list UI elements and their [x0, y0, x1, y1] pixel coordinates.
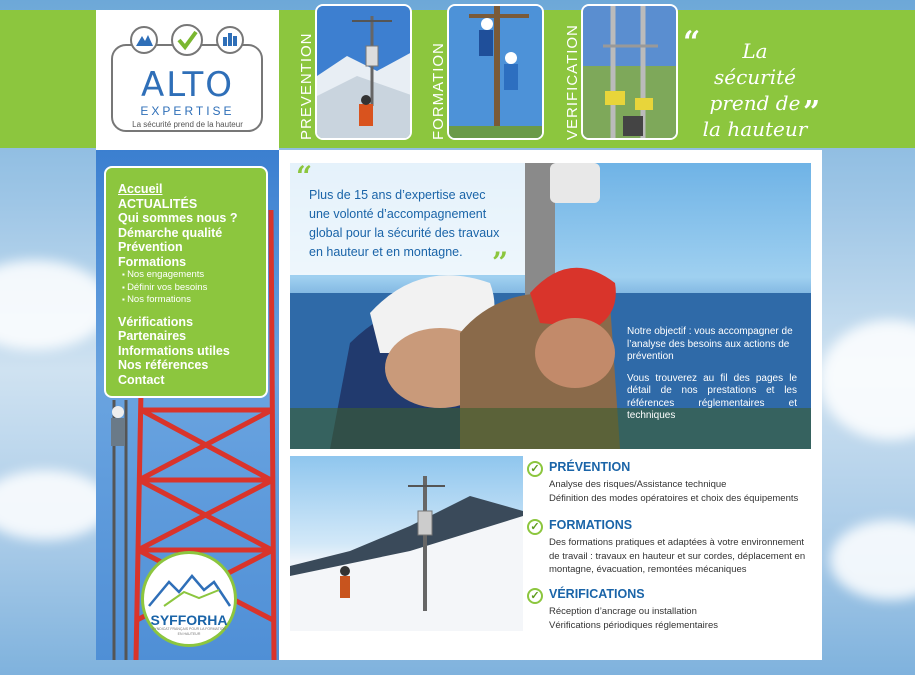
service-line: Réception d’ancrage ou installation	[549, 606, 697, 617]
hero-quote-close: ”	[492, 246, 509, 279]
service-prevention	[527, 459, 812, 505]
cloud-decoration	[820, 320, 915, 440]
objective-paragraph-2: Vous trouverez au fil des pages le détail de nos prestations et les références réglementaires et techniques	[627, 372, 797, 421]
objective-paragraph-1: Notre objectif : vous accompagner de l’analyse des besoins aux actions de prévention	[627, 326, 793, 362]
service-title[interactable]: VÉRIFICATIONS	[549, 587, 645, 601]
submenu-item-nos-formations[interactable]: ▪ Nos formations	[118, 294, 266, 307]
menu-item-accueil[interactable]: Accueil	[118, 182, 163, 196]
hero-quote-open: “	[296, 160, 313, 193]
snow-mast-photo	[290, 456, 523, 631]
cloud-decoration	[0, 470, 110, 540]
menu-item-actualites[interactable]: ACTUALITÉS	[118, 196, 198, 211]
menu-item-verifications[interactable]: Vérifications	[118, 314, 194, 329]
hero-quote-text: Plus de 15 ans d’expertise avec une volonté d’accompagnement global pour la sécurité des travaux en hauteur et en montagne.	[309, 188, 500, 259]
mountain-icon	[144, 568, 234, 608]
banner-label-prevention[interactable]: PREVENTION	[298, 32, 315, 140]
mountain-photo	[290, 456, 523, 631]
service-line: Analyse des risques/Assistance technique	[549, 479, 727, 490]
slogan: La sécurité prend de la hauteur	[702, 39, 808, 141]
submenu-item-besoins[interactable]: ▪ Définir vos besoins	[118, 282, 266, 295]
service-line: Vérifications périodiques réglementaires	[549, 619, 718, 631]
badge-caption: SYNDICAT FRANÇAIS POUR LA FORMATION EN HAUTEUR	[152, 627, 226, 636]
menu-item-formations[interactable]: Formations	[118, 254, 187, 269]
logo-title: ALTO	[140, 65, 235, 105]
banner-photo-prevention[interactable]	[315, 4, 412, 140]
cloud-decoration	[0, 260, 110, 350]
banner-photo-verification[interactable]	[581, 4, 678, 140]
menu-item-nos-references[interactable]: Nos références	[118, 358, 209, 372]
check-icon: ✓	[527, 519, 543, 535]
logo[interactable]	[96, 10, 279, 150]
menu-item-informations-utiles[interactable]: Informations utiles	[118, 343, 230, 358]
syfforha-badge[interactable]	[141, 551, 237, 647]
banner-photo-formation[interactable]	[447, 4, 544, 140]
formation-photo	[449, 6, 544, 140]
service-title[interactable]: PRÉVENTION	[549, 460, 631, 474]
cloud-decoration	[830, 520, 915, 600]
service-verifications	[527, 586, 812, 632]
main-menu	[104, 166, 268, 398]
slogan-quote-close: ”	[803, 95, 821, 130]
service-title[interactable]: FORMATIONS	[549, 518, 633, 532]
check-icon: ✓	[527, 461, 543, 477]
slogan-quote-open: “	[683, 25, 701, 60]
verification-photo	[583, 6, 678, 140]
check-icon: ✓	[527, 588, 543, 604]
service-line: Des formations pratiques et adaptées à votre environnement de travail : travaux en hauteur et sur cordes, déplacement en montagne, évacuation, remontées mécaniques	[549, 537, 806, 575]
objective-text	[627, 326, 797, 432]
menu-item-partenaires[interactable]: Partenaires	[118, 329, 187, 343]
submenu-item-engagements[interactable]: ▪ Nos engagements	[118, 269, 266, 282]
menu-item-prevention[interactable]: Prévention	[118, 240, 183, 254]
service-formations	[527, 517, 812, 577]
logo-tagline: La sécurité prend de la hauteur	[132, 120, 243, 129]
menu-item-demarche-qualite[interactable]: Démarche qualité	[118, 225, 223, 240]
badge-name: SYFFORHA	[150, 612, 228, 628]
prevention-photo	[317, 6, 412, 140]
service-line: Définition des modes opératoires et choix des équipements	[549, 492, 799, 504]
logo-subtitle: EXPERTISE	[140, 104, 235, 118]
banner-label-formation[interactable]: FORMATION	[430, 42, 447, 140]
banner-label-verification[interactable]: VERIFICATION	[564, 24, 581, 140]
menu-item-qui-sommes-nous[interactable]: Qui sommes nous ?	[118, 211, 238, 225]
menu-item-contact[interactable]: Contact	[118, 372, 165, 387]
